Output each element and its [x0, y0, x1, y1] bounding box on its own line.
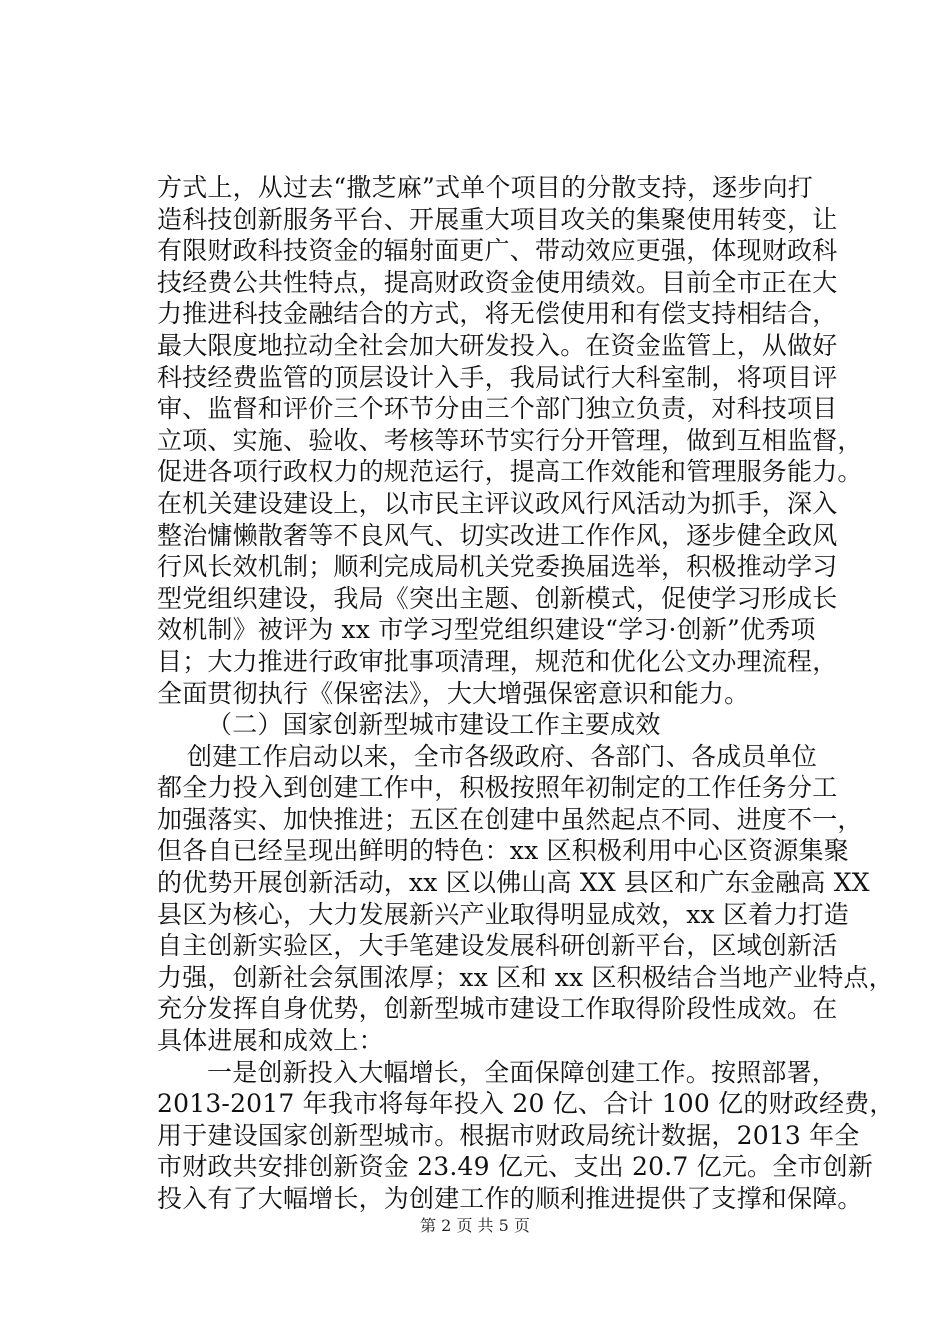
text-line: 充分发挥自身优势，创新型城市建设工作取得阶段性成效。在 [157, 994, 838, 1024]
text-line: 投入有了大幅增长，为创建工作的顺利推进提供了支撑和保障。 [157, 1184, 863, 1213]
text-line: 行风长效机制；顺利完成局机关党委换届选举，积极推动学习 [157, 552, 838, 582]
text-line: 市财政共安排创新资金 23.49 亿元、支出 20.7 亿元。全市创新 [157, 1152, 874, 1182]
text-line: 自主创新实验区，大手笔建设发展科研创新平台，区域创新活 [157, 931, 838, 961]
text-line: 在机关建设建设上，以市民主评议政风行风活动为抓手，深入 [157, 488, 838, 518]
paragraph-first-line: 创建工作启动以来，全市各级政府、各部门、各成员单位 [187, 741, 818, 771]
text-line: 科技经费监管的顶层设计入手，我局试行大科室制，将项目评 [157, 362, 838, 392]
text-line: 有限财政科技资金的辐射面更广、带动效应更强，体现财政科 [157, 236, 838, 266]
text-line: 整治慵懒散奢等不良风气、切实改进工作作风，逐步健全政风 [157, 520, 838, 550]
text-line: 都全力投入到创建工作中，积极按照年初制定的工作任务分工 [157, 773, 838, 803]
text-line: 效机制》被评为 xx 市学习型党组织建设“学习·创新”优秀项 [157, 615, 816, 645]
text-line: 2013-2017 年我市将每年投入 20 亿、合计 100 亿的财政经费， [157, 1089, 895, 1119]
text-line: 全面贯彻执行《保密法》，大大增强保密意识和能力。 [157, 678, 750, 708]
text-line: 立项、实施、验收、考核等环节实行分开管理，做到互相监督， [157, 425, 863, 455]
text-line: 力推进科技金融结合的方式，将无偿使用和有偿支持相结合， [157, 299, 838, 329]
text-line: 具体进展和成效上： [157, 1026, 384, 1056]
page-footer: 第 2 页 共 5 页 [420, 1216, 530, 1235]
text-line: 力强，创新社会氛围浓厚；xx 区和 xx 区积极结合当地产业特点， [157, 962, 894, 992]
text-line: 型党组织建设，我局《突出主题、创新模式，促使学习形成长 [157, 583, 838, 613]
text-line: 的优势开展创新活动，xx 区以佛山高 XX 县区和广东金融高 XX [157, 868, 870, 898]
text-line: 造科技创新服务平台、开展重大项目攻关的集聚使用转变，让 [157, 204, 838, 234]
text-line: 用于建设国家创新型城市。根据市财政局统计数据，2013 年全 [157, 1120, 860, 1150]
text-line: 审、监督和评价三个环节分由三个部门独立负责，对科技项目 [157, 394, 838, 424]
text-line: 县区为核心，大力发展新兴产业取得明显成效，xx 区着力打造 [157, 899, 849, 929]
text-line: 技经费公共性特点，提高财政资金使用绩效。目前全市正在大 [157, 267, 838, 297]
text-line: 方式上，从过去“撒芝麻”式单个项目的分散支持，逐步向打 [157, 173, 813, 202]
section-heading: （二）国家创新型城市建设工作主要成效 [207, 710, 661, 740]
text-line: 促进各项行政权力的规范运行，提高工作效能和管理服务能力。 [157, 457, 863, 487]
paragraph-first-line: 一是创新投入大幅增长，全面保障创建工作。按照部署， [207, 1057, 838, 1087]
document-body [157, 172, 895, 1215]
text-line: 但各自已经呈现出鲜明的特色：xx 区积极利用中心区资源集聚 [157, 836, 849, 866]
text-line: 最大限度地拉动全社会加大研发投入。在资金监管上，从做好 [157, 330, 838, 360]
text-line: 目；大力推进行政审批事项清理，规范和优化公文办理流程， [157, 646, 838, 676]
text-line: 加强落实、加快推进；五区在创建中虽然起点不同、进度不一， [157, 804, 863, 834]
